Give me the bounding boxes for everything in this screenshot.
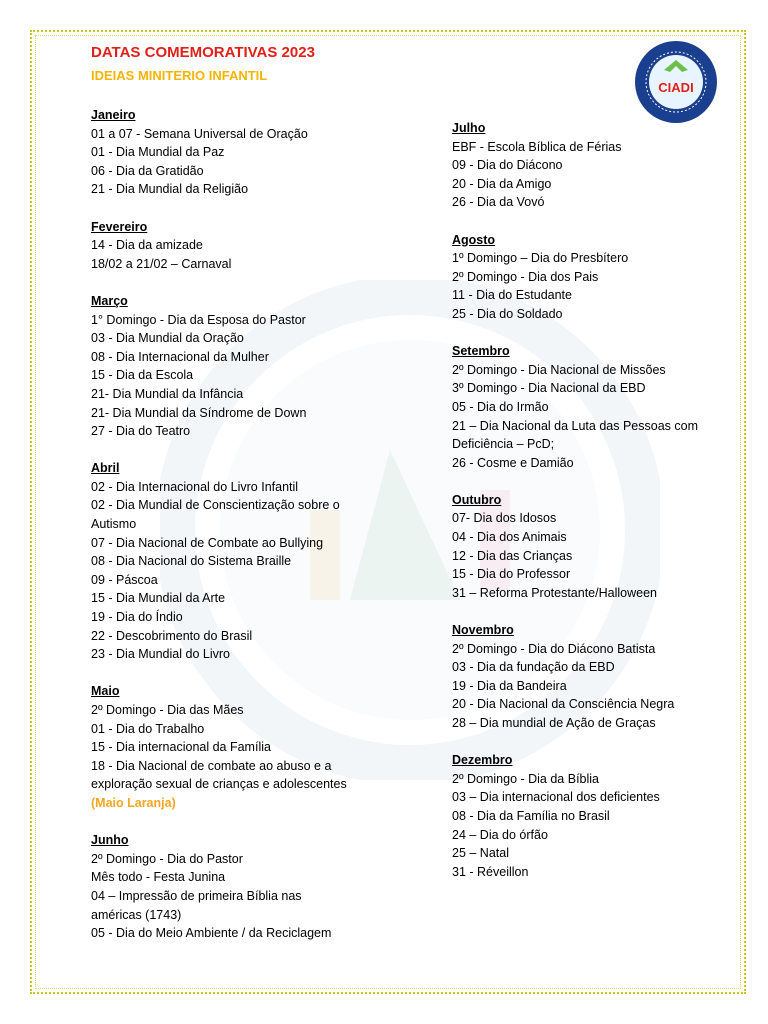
date-item: 2º Domingo - Dia dos Pais [452,269,599,284]
month-section-agosto [452,231,732,324]
month-heading: Maio [91,684,120,699]
date-item: 20 - Dia da Amigo [452,176,552,191]
date-item: 27 - Dia do Teatro [91,424,191,439]
date-item: 28 – Dia mundial de Ação de Graças [452,716,656,730]
date-item: 21 - Dia Mundial da Religião [91,182,249,197]
right-column [452,119,732,881]
date-item: 1º Domingo – Dia do Presbítero [452,251,629,266]
date-item: 09 - Dia do Diácono [452,158,563,173]
date-item: 18 - Dia Nacional de combate ao abuso e a [91,758,332,773]
date-item: EBF - Escola Bíblica de Férias [452,139,622,154]
date-item: 1° Domingo - Dia da Esposa do Pastor [91,312,306,327]
month-heading: Junho [91,833,129,848]
date-item: 23 - Dia Mundial do Livro [91,647,230,662]
date-item: 08 - Dia Nacional do Sistema Braille [91,554,292,569]
date-item: 2º Domingo - Dia do Pastor [91,851,243,866]
date-item: 18/02 a 21/02 – Carnaval [91,256,232,271]
month-section-junho [91,831,411,943]
month-heading: Setembro [452,344,510,359]
date-item: 12 - Dia das Crianças [452,548,573,563]
date-item: 25 – Natal [452,846,509,861]
date-item: 08 - Dia Internacional da Mulher [91,349,269,364]
date-item: 2º Domingo - Dia das Mães [91,703,244,717]
date-item: Autismo [91,517,137,532]
date-item: 02 - Dia Internacional do Livro Infantil [91,479,299,494]
month-section-marco [91,292,411,441]
month-heading: Outubro [452,492,502,507]
date-item: Deficiência – PcD; [452,437,555,452]
date-item: 15 - Dia Mundial da Arte [91,591,226,606]
date-item: exploração sexual de crianças e adolescentes [91,777,347,792]
date-item: 15 - Dia internacional da Família [91,740,271,755]
month-heading: Agosto [452,232,496,247]
date-item: 31 - Réveillon [452,864,529,879]
date-item: 07 - Dia Nacional de Combate ao Bullying [91,535,324,550]
date-item: 05 - Dia do Meio Ambiente / da Reciclagem [91,926,332,941]
date-item: 26 - Cosme e Damião [452,455,574,470]
date-item: 01 - Dia do Trabalho [91,721,205,736]
date-item: 03 - Dia Mundial da Oração [91,331,244,346]
date-item: 26 - Dia da Vovó [452,195,545,210]
date-item: 03 – Dia internacional dos deficientes [452,790,660,805]
date-item: Mês todo - Festa Junina [91,870,226,885]
date-item: 21- Dia Mundial da Infância [91,386,244,401]
month-section-abril [91,459,411,664]
month-heading: Novembro [452,623,514,638]
date-item: 2º Domingo - Dia Nacional de Missões [452,362,666,377]
date-item: 14 - Dia da amizade [91,238,203,253]
svg-text:CIADI: CIADI [658,80,694,95]
page-subtitle: IDEIAS MINITERIO INFANTIL [91,68,268,83]
month-section-julho [452,119,732,212]
month-heading: Julho [452,121,486,135]
month-heading: Abril [91,461,120,476]
date-item: 24 – Dia do órfão [452,827,548,842]
month-section-janeiro [91,106,411,199]
page-title: DATAS COMEMORATIVAS 2023 [91,44,315,61]
left-column [91,106,411,943]
date-item: 03 - Dia da fundação da EBD [452,660,615,675]
church-logo [634,40,718,124]
date-item: 11 - Dia do Estudante [452,288,572,303]
date-item: 25 - Dia do Soldado [452,306,563,321]
date-item: 19 - Dia da Bandeira [452,678,567,693]
date-item: 21- Dia Mundial da Síndrome de Down [91,405,307,420]
month-section-maio [91,682,411,812]
date-item: 31 – Reforma Protestante/Halloween [452,585,657,600]
date-item: 21 – Dia Nacional da Luta das Pessoas com [452,418,698,433]
date-item: 2º Domingo - Dia da Bíblia [452,771,599,786]
month-heading: Dezembro [452,753,513,768]
date-item: 05 - Dia do Irmão [452,399,549,414]
date-item: 3º Domingo - Dia Nacional da EBD [452,381,646,396]
date-item: 20 - Dia Nacional da Consciência Negra [452,697,675,712]
date-item: 04 - Dia dos Animais [452,530,567,545]
date-item: 22 - Descobrimento do Brasil [91,628,253,643]
date-item: 01 a 07 - Semana Universal de Oração [91,126,308,141]
date-item: 08 - Dia da Família no Brasil [452,808,610,823]
date-item: 06 - Dia da Gratidão [91,163,204,178]
date-item: 07- Dia dos Idosos [452,511,557,526]
month-section-fevereiro [91,218,411,274]
date-item: 15 - Dia do Professor [452,567,571,582]
date-item: américas (1743) [91,907,182,922]
date-item: 15 - Dia da Escola [91,368,194,383]
date-item: 19 - Dia do Índio [91,610,183,625]
month-section-dezembro [452,751,732,881]
highlight-label: (Maio Laranja) [91,795,176,810]
date-item: 2º Domingo - Dia do Diácono Batista [452,641,656,656]
month-heading: Março [91,293,128,308]
month-heading: Janeiro [91,108,136,122]
date-item: 09 - Páscoa [91,572,158,587]
month-section-novembro [452,621,732,733]
date-item: 02 - Dia Mundial de Conscientização sobre o [91,498,340,513]
month-heading: Fevereiro [91,219,148,234]
month-section-outubro [452,491,732,603]
month-section-setembro [452,342,732,472]
date-item: 01 - Dia Mundial da Paz [91,145,225,160]
date-item: 04 – Impressão de primeira Bíblia nas [91,888,302,903]
